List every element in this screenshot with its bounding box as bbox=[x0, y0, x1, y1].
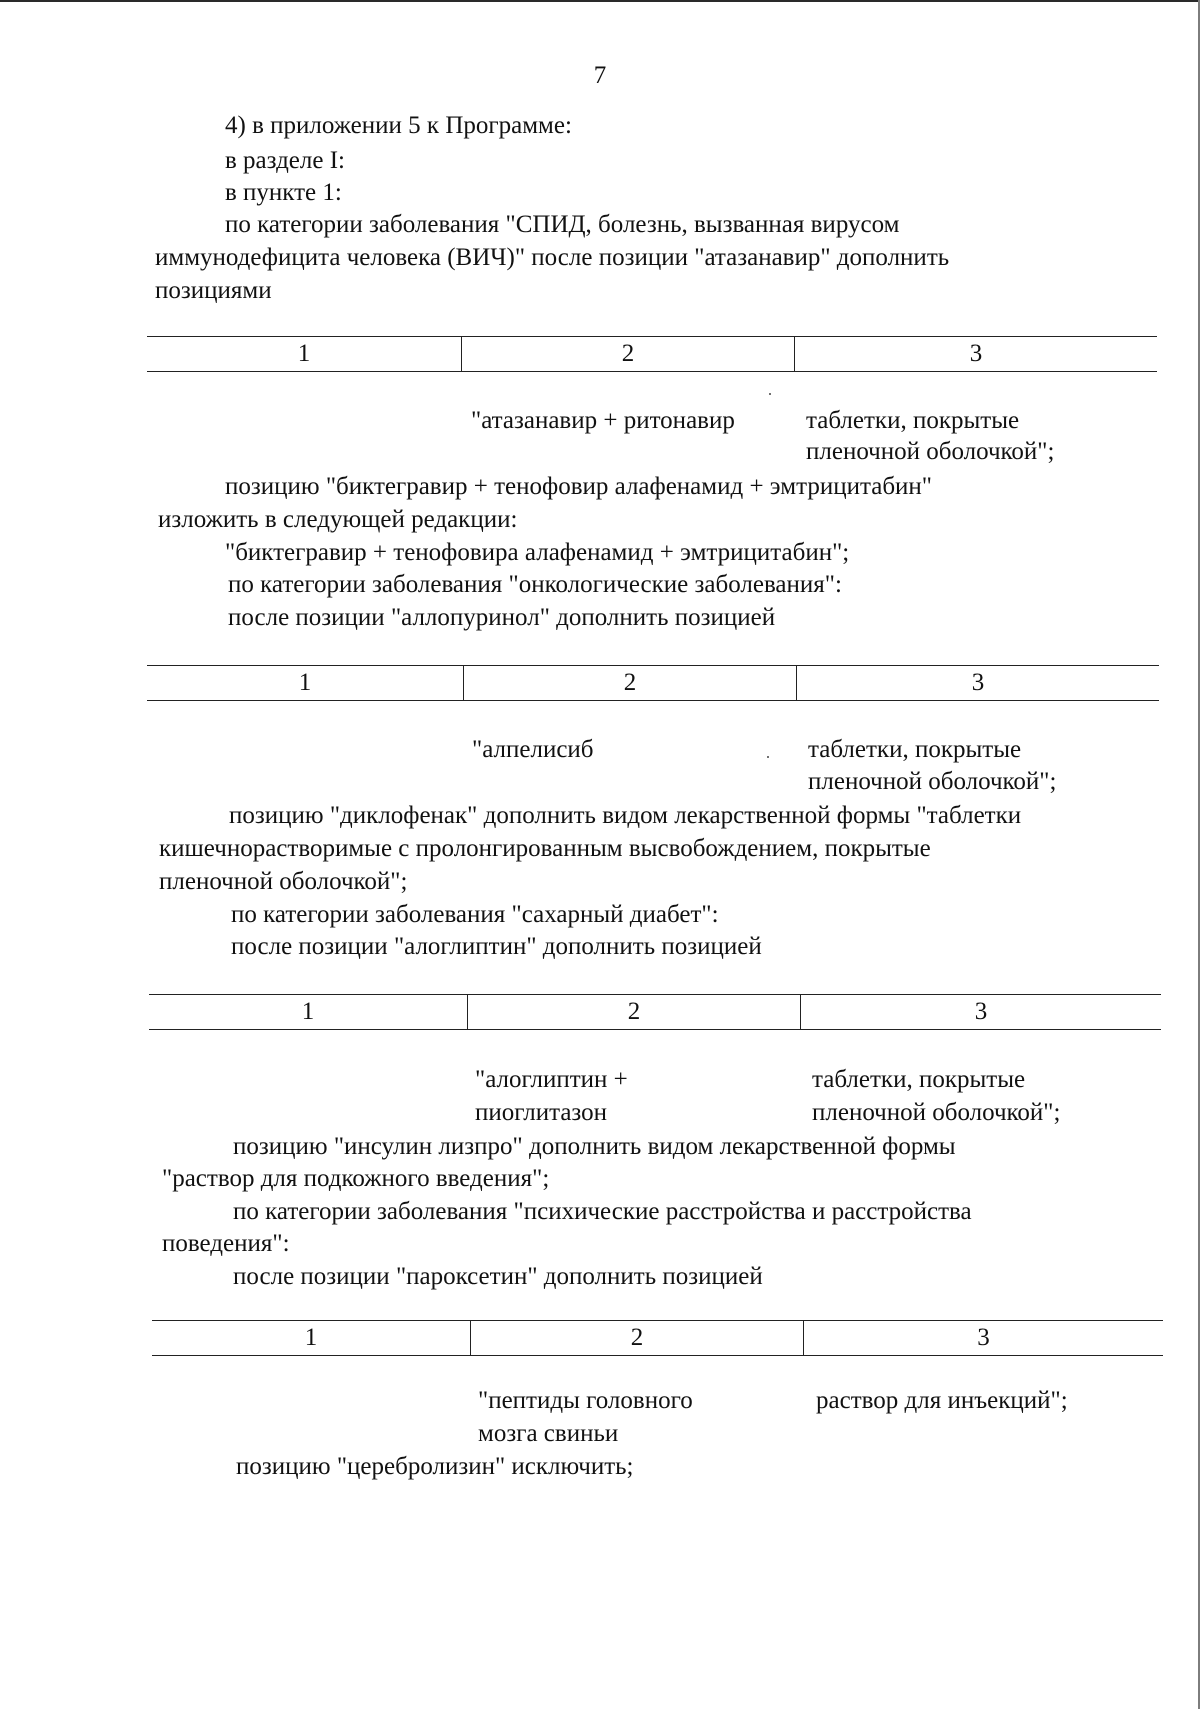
page-edge-top bbox=[0, 0, 1200, 2]
paragraph-3-line-4: по категории заболевания "сахарный диабет": bbox=[231, 901, 719, 928]
column-header-1: 1 bbox=[301, 998, 315, 1025]
paragraph-4-line-4: поведения": bbox=[162, 1230, 290, 1257]
entry-2-drug: "алпелисиб bbox=[472, 736, 594, 763]
entry-3-form-line-2: пленочной оболочкой"; bbox=[812, 1099, 1061, 1126]
column-header-3: 3 bbox=[796, 666, 1159, 700]
paragraph-2-line-4: по категории заболевания "онкологические заболевания": bbox=[228, 571, 842, 598]
paragraph-4-line-2: "раствор для подкожного введения"; bbox=[162, 1165, 550, 1192]
column-header-1: 1 bbox=[297, 340, 311, 367]
paragraph-2-line-3: "биктегравир + тенофовира алафенамид + эмтрицитабин"; bbox=[225, 539, 850, 566]
column-header-table-4 bbox=[152, 1320, 1163, 1356]
entry-4-drug-line-2: мозга свиньи bbox=[478, 1420, 619, 1447]
column-header-2: 2 bbox=[461, 337, 794, 371]
paragraph-3-line-1: позицию "диклофенак" дополнить видом лекарственной формы "таблетки bbox=[229, 802, 1022, 829]
column-header-2: 2 bbox=[463, 666, 796, 700]
column-header-2: 2 bbox=[467, 995, 800, 1029]
paragraph-4-line-5: после позиции "пароксетин" дополнить позицией bbox=[233, 1263, 763, 1290]
entry-4-form: раствор для инъекций"; bbox=[816, 1387, 1068, 1414]
paragraph-1-line-1: по категории заболевания "СПИД, болезнь, вызванная вирусом bbox=[225, 211, 900, 238]
entry-1-form-line-1: таблетки, покрытые bbox=[806, 407, 1020, 434]
paragraph-2-line-2: изложить в следующей редакции: bbox=[158, 506, 518, 533]
column-header-1: 1 bbox=[298, 669, 312, 696]
scan-speck bbox=[769, 393, 771, 395]
entry-4-drug-line-1: "пептиды головного bbox=[478, 1387, 693, 1414]
intro-line-1: 4) в приложении 5 к Программе: bbox=[225, 112, 572, 139]
paragraph-3-line-2: кишечнорастворимые с пролонгированным высвобождением, покрытые bbox=[159, 835, 931, 862]
column-header-2: 2 bbox=[470, 1321, 803, 1355]
paragraph-2-line-1: позицию "биктегравир + тенофовир алафенамид + эмтрицитабин" bbox=[225, 473, 933, 500]
entry-2-form-line-2: пленочной оболочкой"; bbox=[808, 768, 1057, 795]
scan-speck bbox=[767, 756, 769, 758]
column-header-3: 3 bbox=[803, 1321, 1163, 1355]
paragraph-4-line-3: по категории заболевания "психические расстройства и расстройства bbox=[233, 1198, 972, 1225]
paragraph-1-line-3: позициями bbox=[155, 277, 272, 304]
entry-1-form-line-2: пленочной оболочкой"; bbox=[806, 438, 1055, 465]
column-header-3: 3 bbox=[794, 337, 1157, 371]
paragraph-1-line-2: иммунодефицита человека (ВИЧ)" после позиции "атазанавир" дополнить bbox=[155, 244, 950, 271]
column-header-3: 3 bbox=[800, 995, 1161, 1029]
column-header-table-3 bbox=[149, 994, 1161, 1030]
intro-line-2: в разделе I: bbox=[225, 147, 345, 174]
column-header-table-1 bbox=[147, 336, 1157, 372]
entry-3-drug-line-1: "алоглиптин + bbox=[475, 1066, 628, 1093]
paragraph-3-line-3: пленочной оболочкой"; bbox=[159, 868, 408, 895]
column-header-table-2 bbox=[147, 665, 1159, 701]
entry-1-drug: "атазанавир + ритонавир bbox=[471, 407, 735, 434]
entry-2-form-line-1: таблетки, покрытые bbox=[808, 736, 1022, 763]
page-number: 7 bbox=[593, 62, 607, 89]
column-header-1: 1 bbox=[304, 1324, 318, 1351]
entry-3-drug-line-2: пиоглитазон bbox=[475, 1099, 608, 1126]
intro-line-3: в пункте 1: bbox=[225, 179, 342, 206]
paragraph-3-line-5: после позиции "алоглиптин" дополнить позицией bbox=[231, 933, 762, 960]
paragraph-5-line-1: позицию "церебролизин" исключить; bbox=[236, 1453, 634, 1480]
paragraph-4-line-1: позицию "инсулин лизпро" дополнить видом лекарственной формы bbox=[233, 1133, 956, 1160]
paragraph-2-line-5: после позиции "аллопуринол" дополнить позицией bbox=[228, 604, 776, 631]
entry-3-form-line-1: таблетки, покрытые bbox=[812, 1066, 1026, 1093]
